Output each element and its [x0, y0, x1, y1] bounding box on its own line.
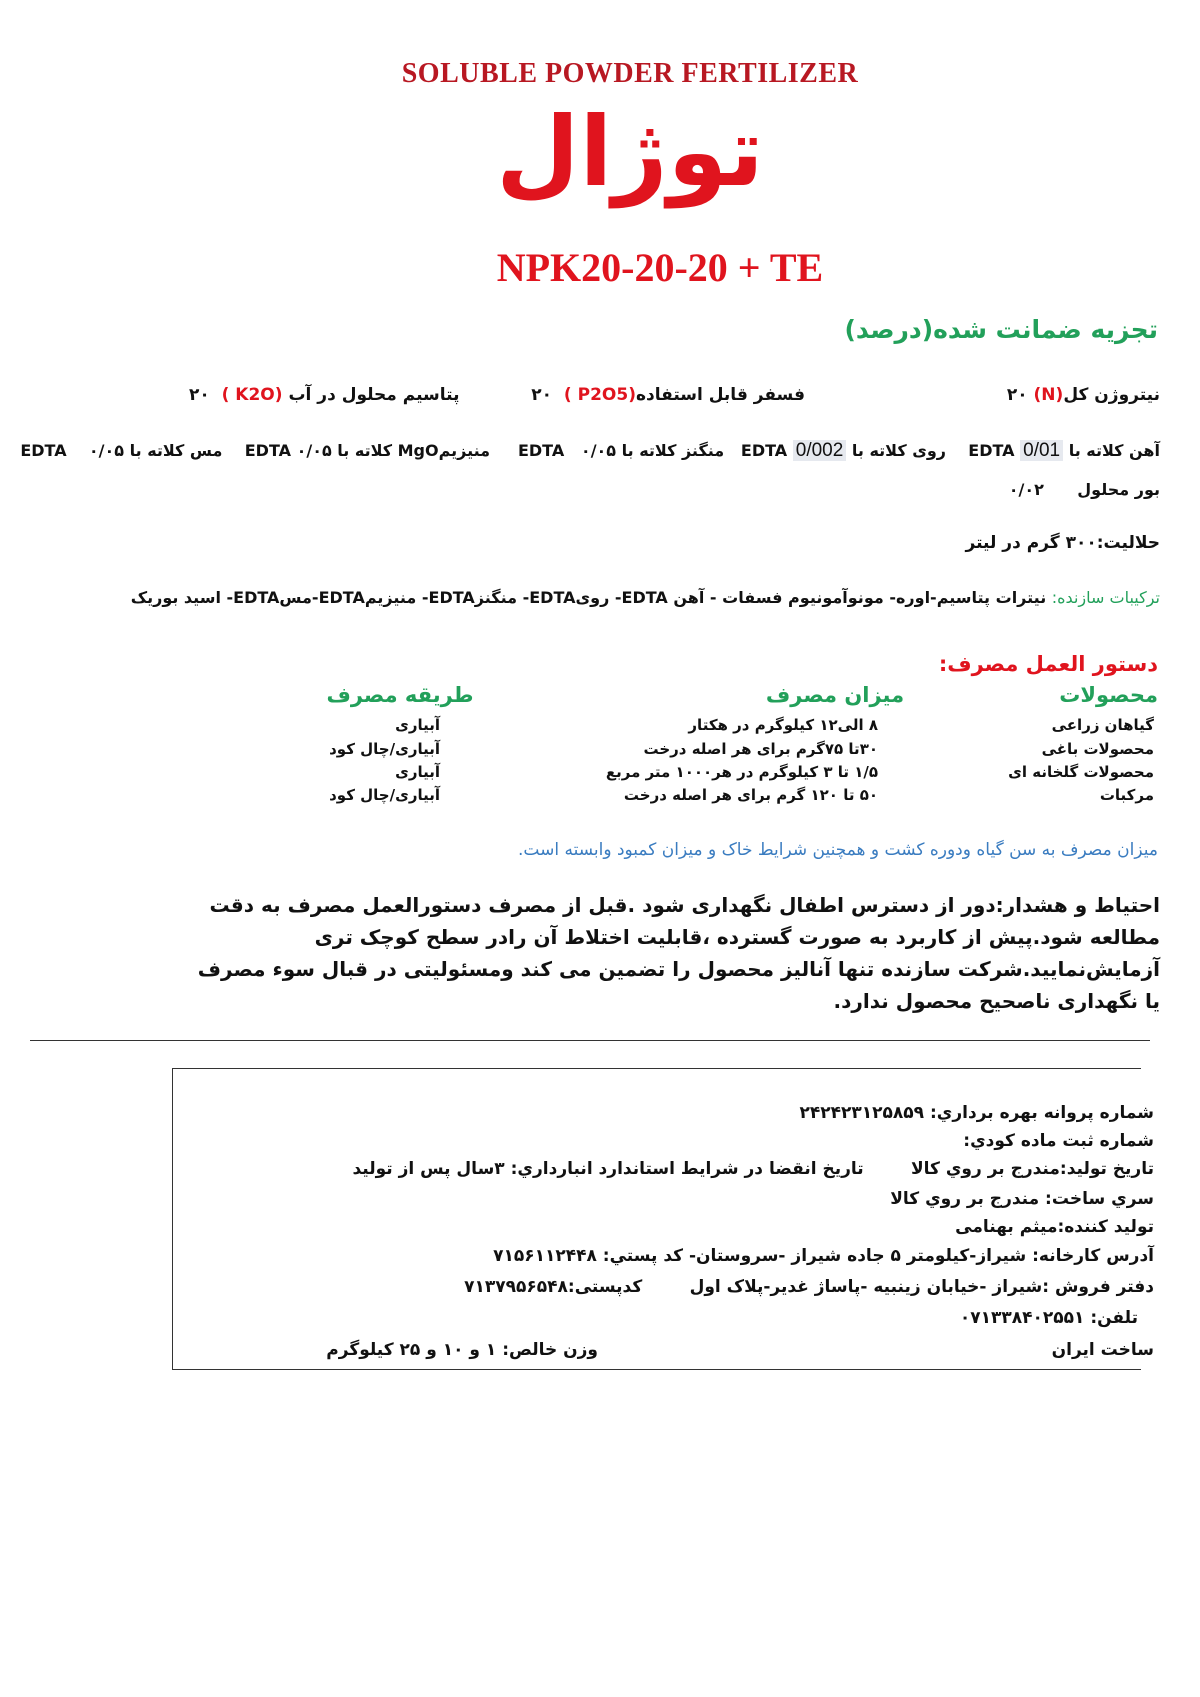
net-weight: وزن خالص: ۱ و ۱۰ و ۲۵ كيلوگرم: [326, 1340, 598, 1360]
table-cell-dosage: ۳۰تا ۷۵گرم برای هر اصله درخت: [643, 740, 878, 758]
brand-name: توژال: [496, 96, 764, 208]
sales-office-address: دفتر فروش :شیراز -خیابان زینبیه -پاساژ غدیر-پلاک اول: [689, 1277, 1154, 1297]
composition-label: ترکیبات سازنده:: [1051, 588, 1160, 607]
factory-address: آدرس كارخانه: شیراز-کیلومتر ۵ جاده شیراز -سروستان- كد پستي: ۷۱۵۶۱۱۲۴۴۸: [493, 1246, 1154, 1266]
boron-label: بور محلول: [1077, 480, 1160, 499]
boron-value: ۰/۰۲: [1008, 480, 1044, 499]
table-cell-dosage: ۵۰ تا ۱۲۰ گرم برای هر اصله درخت: [623, 786, 878, 804]
iron-value: 0/01: [1020, 440, 1063, 461]
boron-row: [1009, 480, 1160, 499]
composition-text: نیترات پتاسیم-اوره- مونوآمونیوم فسفات - آهن EDTA- رویEDTA- منگنزEDTA- منیزیمEDTA-مسEDTA- اسید بوریک: [130, 588, 1052, 607]
nitrogen-value: ۲۰: [1006, 385, 1028, 405]
table-cell-product: محصولات باغی: [1041, 740, 1154, 758]
solubility: حلالیت:۳۰۰ گرم در لیتر: [965, 533, 1160, 553]
usage-instructions-title: دستور العمل مصرف:: [938, 652, 1158, 676]
zinc-label: روی کلاته با EDTA: [740, 441, 947, 460]
made-in: ساخت ايران: [1051, 1340, 1154, 1360]
manganese-value: ۰/۰۵: [580, 441, 617, 460]
magnesium-value: ۰/۰۵: [296, 441, 332, 460]
table-cell-product: گیاهان زراعی: [1051, 716, 1154, 734]
phosphorus-label: فسفر قابل استفاده: [635, 385, 805, 405]
separator-line: [30, 1040, 1150, 1041]
potassium-label: پتاسیم محلول در آب: [288, 385, 460, 405]
zinc-value: 0/002: [793, 440, 847, 461]
magnesium-label: منیزیمMgO کلاته با EDTA: [244, 441, 491, 460]
manganese-label: منگنز کلاته با EDTA: [517, 441, 725, 460]
sales-office-postal-code: کدپستی:۷۱۳۷۹۵۶۵۴۸: [464, 1277, 643, 1297]
batch-number: سري ساخت: مندرج بر روي كالا: [890, 1189, 1154, 1209]
table-cell-method: آبیاری: [395, 763, 440, 781]
copper-label: مس کلاته با EDTA: [20, 441, 223, 460]
table-cell-method: آبیاری: [395, 716, 440, 734]
copper-value: ۰/۰۵: [88, 441, 125, 460]
potassium-symbol: (K2O ): [221, 385, 283, 405]
column-header-method: طریقه مصرف: [326, 683, 474, 707]
producer: توليد كننده:ميثم بهنامی: [955, 1217, 1154, 1237]
warning-text: احتیاط و هشدار:دور از دسترس اطفال نگهداری شود .قبل از مصرف دستورالعمل مصرف به دقت مطالعه شود.پیش از کاربرد به صورت گسترده ،قابلیت اختلاط آن رادر سطح کوچک تری آزمایش‌نمایید.شرکت سازنده تنها آنالیز محصول را تضمین می کند ومسئولیتی در قبال سوء مصرف یا نگهداری ناصحیح محصول ندارد.: [197, 893, 1160, 1013]
guaranteed-analysis-title: تجزیه ضمانت شده(درصد): [844, 315, 1158, 344]
phone-number: تلفن: ۰۷۱۳۳۸۴۰۲۵۵۱: [959, 1308, 1138, 1328]
iron-label: آهن کلاته با EDTA: [968, 441, 1160, 460]
table-cell-method: آبیاری/چال کود: [329, 740, 440, 758]
table-cell-product: محصولات گلخانه ای: [1008, 763, 1154, 781]
table-cell-product: مرکبات: [1099, 786, 1154, 804]
production-expiry-row: [352, 1159, 1154, 1179]
english-title: SOLUBLE POWDER FERTILIZER: [401, 58, 859, 89]
phosphorus-symbol: (P2O5 ): [563, 385, 636, 405]
table-cell-dosage: ۸ الی۱۲ کیلوگرم در هکتار: [688, 716, 878, 734]
expiry-date: تاريخ انقضا در شرايط استاندارد انبارداري: ۳سال پس از توليد: [352, 1159, 864, 1179]
npk-nutrients-row: [189, 385, 1160, 405]
npk-formula: NPK20-20-20 + TE: [496, 245, 824, 290]
table-cell-method: آبیاری/چال کود: [329, 786, 440, 804]
dosage-note: میزان مصرف به سن گیاه ودوره کشت و همچنین شرایط خاک و میزان کمبود وابسته است.: [518, 840, 1158, 860]
composition-row: [131, 588, 1160, 607]
table-cell-dosage: ۱/۵ تا ۳ کیلوگرم در هر۱۰۰۰ متر مربع: [605, 763, 878, 781]
micronutrients-row: [20, 440, 1160, 462]
sales-office-row: [464, 1277, 1154, 1297]
column-header-dosage: میزان مصرف: [765, 683, 905, 707]
registration-number: شماره ثبت ماده كودي:: [963, 1131, 1154, 1151]
column-header-products: محصولات: [1059, 683, 1158, 707]
potassium-value: ۲۰: [188, 385, 210, 405]
production-date: تاريخ توليد:مندرج بر روي كالا: [911, 1159, 1154, 1179]
license-number: شماره پروانه بهره برداري: ۲۴۲۴۲۳۱۲۵۸۵۹: [799, 1103, 1154, 1123]
nitrogen-label: نیتروژن کل: [1063, 385, 1160, 405]
phosphorus-value: ۲۰: [531, 385, 553, 405]
nitrogen-symbol: (N): [1033, 385, 1064, 405]
